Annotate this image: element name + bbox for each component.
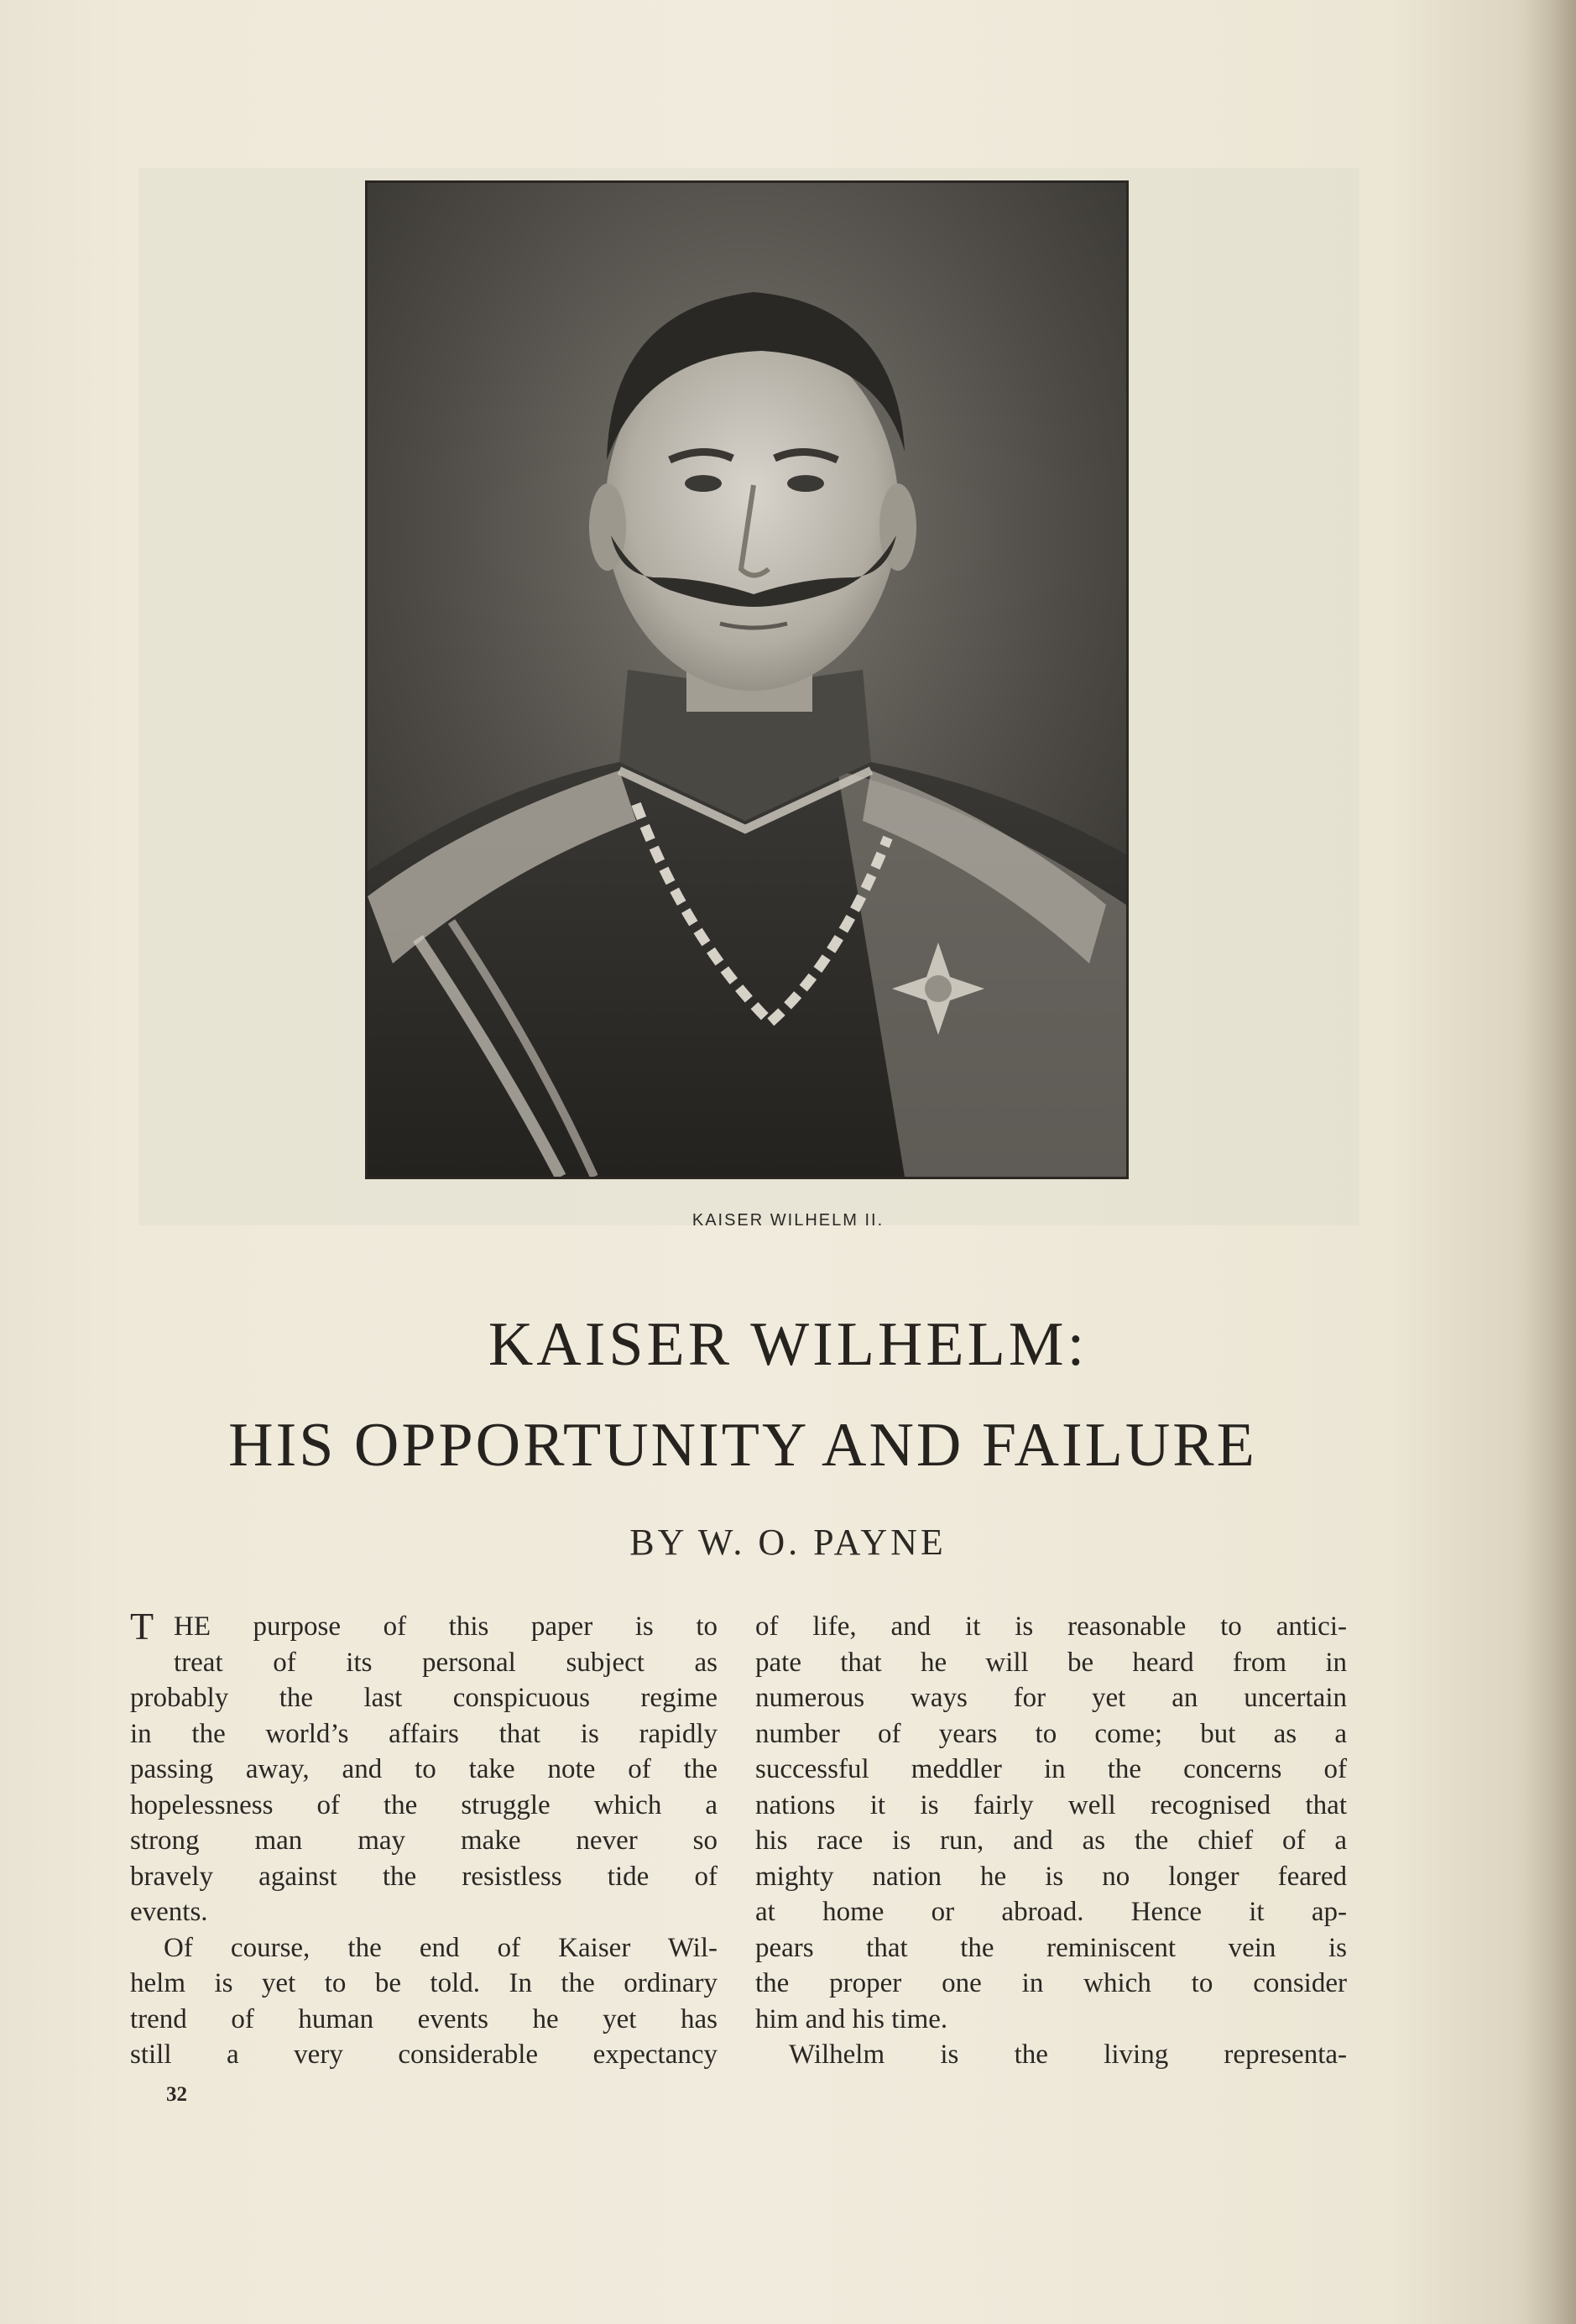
text-line: helm is yet to be told. In the ordinary [130, 1968, 718, 1998]
text-line: still a very considerable expectancy [130, 2039, 718, 2070]
drop-cap: T [130, 1605, 156, 1648]
text-line: his race is run, and as the chief of a [755, 1825, 1347, 1856]
page-number: 32 [166, 2083, 187, 2106]
text-line: the proper one in which to consider [755, 1968, 1347, 1998]
text-line: number of years to come; but as a [755, 1718, 1347, 1749]
article-byline: BY W. O. PAYNE [629, 1522, 947, 1563]
text-line: hopelessness of the struggle which a [130, 1789, 718, 1820]
text-line: mighty nation he is no longer feared [755, 1861, 1347, 1892]
text-line: him and his time. [755, 2003, 948, 2034]
portrait-illustration [368, 183, 1126, 1177]
text-line: probably the last conspicuous regime [130, 1683, 718, 1713]
text-line: events. [130, 1897, 208, 1927]
article-title-line2: HIS OPPORTUNITY AND FAILURE [228, 1411, 1257, 1480]
text-line: in the world’s affairs that is rapidly [130, 1718, 718, 1749]
text-line: HE purpose of this paper is to [174, 1611, 718, 1642]
text-line: at home or abroad. Hence it ap- [755, 1897, 1347, 1927]
text-line: nations it is fairly well recognised that [755, 1789, 1347, 1820]
photo-caption: KAISER WILHELM II. [691, 1211, 885, 1230]
text-line: Wilhelm is the living representa- [789, 2039, 1347, 2070]
portrait-photo [365, 180, 1129, 1179]
text-line: successful meddler in the concerns of [755, 1754, 1347, 1784]
text-line: pate that he will be heard from in [755, 1647, 1347, 1678]
page-edge-shadow [1526, 0, 1576, 2324]
text-line: of life, and it is reasonable to antici- [755, 1611, 1347, 1642]
article-column-left [130, 1605, 718, 2073]
article-column-right [755, 1609, 1347, 2073]
text-line: passing away, and to take note of the [130, 1754, 718, 1784]
article-title-line1: KAISER WILHELM: [488, 1310, 1088, 1379]
text-line: trend of human events he yet has [130, 2003, 718, 2034]
text-line: pears that the reminiscent vein is [755, 1932, 1347, 1963]
text-line: numerous ways for yet an uncertain [755, 1683, 1347, 1713]
text-line: bravely against the resistless tide of [130, 1861, 718, 1892]
text-line: strong man may make never so [130, 1825, 718, 1856]
text-line: treat of its personal subject as [174, 1647, 718, 1678]
text-line: Of course, the end of Kaiser Wil- [164, 1932, 718, 1963]
